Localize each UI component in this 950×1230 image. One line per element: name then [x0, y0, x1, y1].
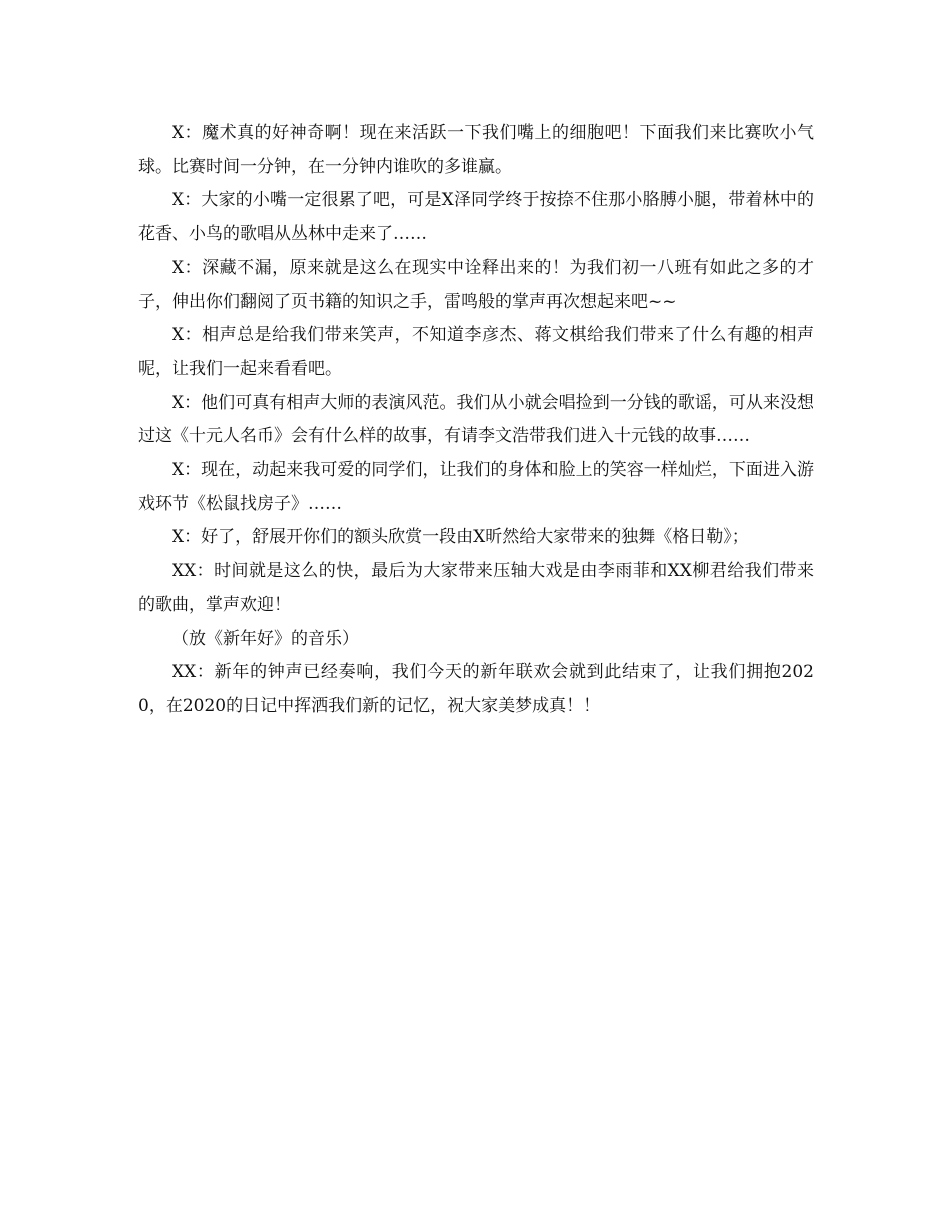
paragraph-6: X：现在，动起来我可爱的同学们，让我们的身体和脸上的笑容一样灿烂，下面进入游戏环节《松鼠找房子》……: [138, 460, 814, 514]
document-body: [138, 117, 814, 724]
paragraph-1: X：魔术真的好神奇啊！现在来活跃一下我们嘴上的细胞吧！下面我们来比赛吹小气球。比赛时间一分钟，在一分钟内谁吹的多谁赢。: [138, 123, 814, 177]
paragraph-8: XX：时间就是这么的快，最后为大家带来压轴大戏是由李雨菲和XX柳君给我们带来的歌曲，掌声欢迎！: [138, 561, 814, 615]
paragraph-5: X：他们可真有相声大师的表演风范。我们从小就会唱捡到一分钱的歌谣，可从来没想过这《十元人名币》会有什么样的故事，有请李文浩带我们进入十元钱的故事……: [138, 392, 814, 447]
paragraph-10: XX：新年的钟声已经奏响，我们今天的新年联欢会就到此结束了，让我们拥抱2020，在2020的日记中挥洒我们新的记忆，祝大家美梦成真！！: [138, 662, 814, 716]
paragraph-2: X：大家的小嘴一定很累了吧，可是X泽同学终于按捺不住那小胳膊小腿，带着林中的花香、小鸟的歌唱从丛林中走来了……: [138, 190, 814, 245]
paragraph-4: X：相声总是给我们带来笑声，不知道李彦杰、蒋文棋给我们带来了什么有趣的相声呢，让我们一起来看看吧。: [138, 325, 814, 379]
paragraph-3: X：深藏不漏，原来就是这么在现实中诠释出来的！为我们初一八班有如此之多的才子，伸出你们翻阅了页书籍的知识之手，雷鸣般的掌声再次想起来吧~~: [138, 257, 814, 312]
paragraph-7: X：好了，舒展开你们的额头欣赏一段由X昕然给大家带来的独舞《格日勒》；: [172, 527, 749, 548]
paragraph-9: （放《新年好》的音乐）: [172, 628, 359, 649]
